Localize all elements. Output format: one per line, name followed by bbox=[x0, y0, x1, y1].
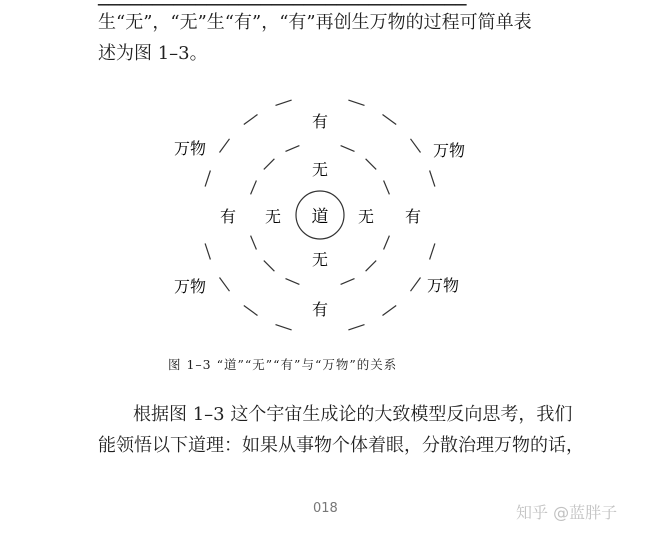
ring-dash bbox=[411, 139, 421, 153]
ring-dash bbox=[430, 243, 435, 259]
ring-dash bbox=[205, 243, 210, 259]
middle-label-top: 有 bbox=[311, 112, 329, 131]
figure-caption: 图 1–3 “道”“无”“有”与“万物”的关系 bbox=[168, 357, 398, 372]
ring-dash bbox=[220, 278, 230, 292]
ring-dash bbox=[341, 279, 355, 285]
ring-dash bbox=[366, 159, 377, 170]
ring-dash bbox=[411, 278, 421, 292]
ring-dash bbox=[205, 171, 210, 187]
ring-dash bbox=[244, 306, 258, 316]
middle-label-right: 有 bbox=[404, 207, 422, 226]
center-label: 道 bbox=[311, 207, 329, 227]
ring-dash bbox=[244, 115, 258, 125]
ring-dash bbox=[366, 261, 377, 272]
inner-label-top: 无 bbox=[311, 160, 329, 179]
ring-dash bbox=[384, 181, 390, 195]
ring-dash bbox=[276, 100, 292, 105]
inner-label-bottom: 无 bbox=[311, 250, 329, 269]
ring-dash bbox=[383, 115, 397, 125]
paragraph-line: 根据图 1–3 这个宇宙生成论的大致模型反向思考，我们 bbox=[133, 404, 573, 425]
ring-dash bbox=[251, 236, 257, 250]
paragraph-line: 生“无”，“无”生“有”，“有”再创生万物的过程可简单表 bbox=[98, 12, 532, 33]
cut-off-text-line: ────────────────────────────────── bbox=[98, 0, 467, 16]
outer-label-top-right: 万物 bbox=[432, 141, 466, 160]
ring-dash bbox=[348, 325, 364, 330]
page-number: 018 bbox=[313, 501, 338, 516]
ring-dash bbox=[286, 146, 300, 152]
middle-label-left: 有 bbox=[219, 207, 237, 226]
outer-label-bottom-left: 万物 bbox=[173, 277, 207, 296]
ring-dash bbox=[430, 171, 435, 187]
outer-label-bottom-right: 万物 bbox=[426, 276, 460, 295]
inner-label-left: 无 bbox=[264, 207, 282, 226]
middle-label-bottom: 有 bbox=[311, 300, 329, 319]
ring-dash bbox=[251, 181, 257, 195]
ring-dash bbox=[383, 306, 397, 316]
ring-dash bbox=[348, 100, 364, 105]
ring-dash bbox=[220, 139, 230, 153]
paragraph-line: 述为图 1–3。 bbox=[98, 43, 208, 64]
paragraph-line: 能领悟以下道理：如果从事物个体着眼，分散治理万物的话， bbox=[98, 435, 584, 456]
outer-label-top-left: 万物 bbox=[173, 139, 207, 158]
ring-dash bbox=[341, 146, 355, 152]
ring-dash bbox=[276, 325, 292, 330]
ring-dash bbox=[264, 261, 275, 272]
ring-dash bbox=[286, 279, 300, 285]
ring-dash bbox=[384, 236, 390, 250]
ring-dash bbox=[264, 159, 275, 170]
watermark: 知乎 @蓝胖子 bbox=[516, 503, 618, 522]
inner-label-right: 无 bbox=[357, 207, 375, 226]
